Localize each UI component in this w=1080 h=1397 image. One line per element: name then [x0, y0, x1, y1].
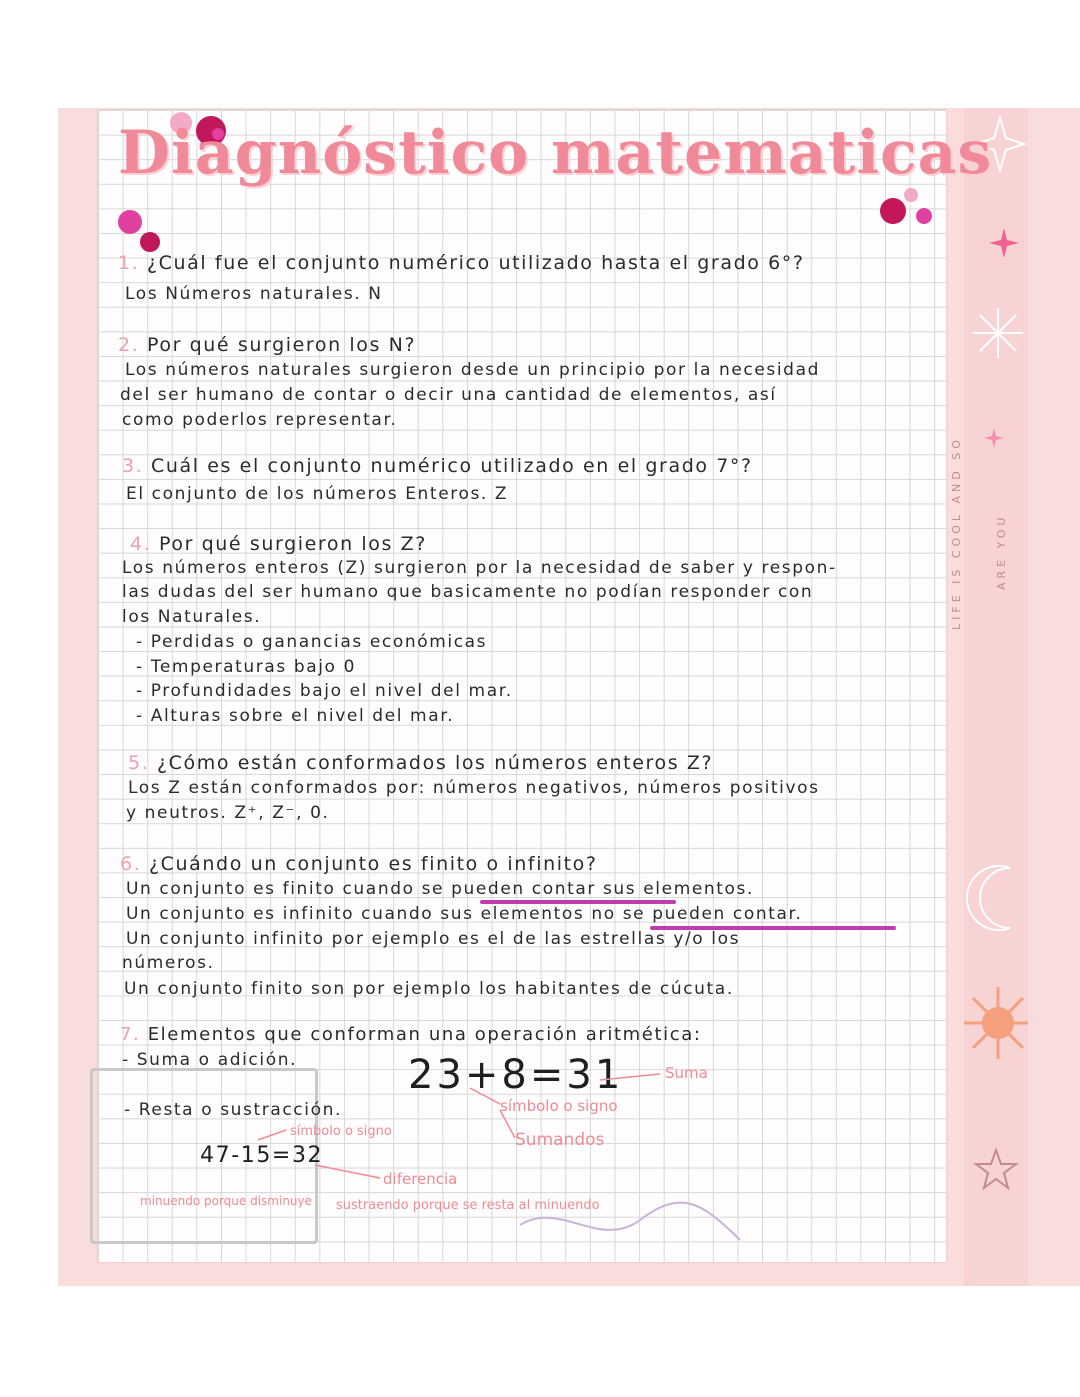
answer-6-line-4: números.: [122, 953, 215, 973]
question-number: 3.: [122, 455, 144, 477]
question-number: 7.: [120, 1024, 141, 1045]
answer-6-line-5: Un conjunto finito son por ejemplo los habitantes de cúcuta.: [124, 979, 734, 999]
arrow: [258, 1130, 286, 1140]
question-text: Por qué surgieron los Z?: [158, 533, 427, 555]
arrow: [500, 1110, 515, 1138]
sidebar-quote-1: LIFE IS COOL AND SO: [950, 436, 963, 630]
answer-6-line-3: Un conjunto infinito por ejemplo es el de las estrellas y/o los: [126, 929, 741, 949]
arrow: [470, 1088, 500, 1104]
bullet-text: Alturas sobre el nivel del mar.: [150, 706, 455, 726]
scribble: [520, 1203, 740, 1240]
question-number: 1.: [118, 252, 140, 274]
answer-6-line-1: Un conjunto es finito cuando se pueden contar sus elementos.: [126, 879, 755, 899]
label-sub-symbol: símbolo o signo: [290, 1124, 392, 1139]
answer-4-line-2: las dudas del ser humano que basicamente no podían responder con: [122, 582, 814, 602]
question-text: ¿Cómo están conformados los números enteros Z?: [156, 752, 714, 774]
subtraction-equation: 47-15=32: [200, 1143, 324, 1168]
answer-5-line-1: Los Z están conformados por: números negativos, números positivos: [128, 778, 820, 798]
answer-4-line-3: los Naturales.: [122, 607, 262, 627]
arrow: [600, 1074, 660, 1080]
question-text: ¿Cuándo un conjunto es finito o infinito?: [148, 853, 598, 875]
label-sum-symbol: símbolo o signo: [500, 1097, 618, 1115]
sum-equation: 23+8=31: [408, 1052, 624, 1098]
answer-2-line-1: Los números naturales surgieron desde un principio por la necesidad: [125, 360, 820, 380]
item-subtraction: - Resta o sustracción.: [124, 1100, 342, 1120]
sidebar-quote-2: ARE YOU: [995, 513, 1008, 590]
answer-1: Los Números naturales. N: [125, 284, 383, 304]
bullet-item: - Perdidas o ganancias económicas: [136, 632, 488, 652]
label-sub-minuend: minuendo porque disminuye: [140, 1194, 313, 1208]
label-sub-difference: diferencia: [383, 1170, 458, 1188]
question-number: 4.: [130, 533, 152, 555]
answer-4-line-1: Los números enteros (Z) surgieron por la necesidad de saber y respon-: [122, 558, 837, 578]
bullet-item: - Profundidades bajo el nivel del mar.: [136, 681, 513, 701]
bullet-text: Temperaturas bajo 0: [150, 657, 356, 677]
question-text: Cuál es el conjunto numérico utilizado en el grado 7°?: [150, 455, 753, 477]
label-sum-addends: Sumandos: [515, 1130, 605, 1150]
page-title: Diagnóstico matematicas: [118, 118, 993, 188]
answer-2-line-2: del ser humano de contar o decir una cantidad de elementos, así: [120, 385, 777, 405]
question-number: 2.: [118, 334, 140, 356]
question-number: 5.: [128, 752, 150, 774]
label-sub-subtrahend: sustraendo porque se resta al minuendo: [336, 1198, 600, 1213]
question-number: 6.: [120, 853, 142, 875]
bullet-text: Perdidas o ganancias económicas: [150, 632, 488, 652]
question-text: Por qué surgieron los N?: [146, 334, 417, 356]
answer-5-line-2: y neutros. Z⁺, Z⁻, 0.: [126, 803, 330, 823]
answer-3: El conjunto de los números Enteros. Z: [126, 484, 509, 504]
item-sum: - Suma o adición.: [122, 1050, 298, 1070]
question-text: Elementos que conforman una operación aritmética:: [147, 1024, 702, 1045]
answer-2-line-3: como poderlos representar.: [122, 410, 398, 430]
bullet-item: - Temperaturas bajo 0: [136, 657, 356, 677]
label-sum-result: Suma: [665, 1064, 708, 1082]
arrow: [315, 1165, 380, 1178]
bullet-item: - Alturas sobre el nivel del mar.: [136, 706, 455, 726]
answer-6-line-2: Un conjunto es infinito cuando sus elementos no se pueden contar.: [126, 904, 803, 924]
question-text: ¿Cuál fue el conjunto numérico utilizado hasta el grado 6°?: [146, 252, 805, 274]
bullet-text: Profundidades bajo el nivel del mar.: [150, 681, 513, 701]
